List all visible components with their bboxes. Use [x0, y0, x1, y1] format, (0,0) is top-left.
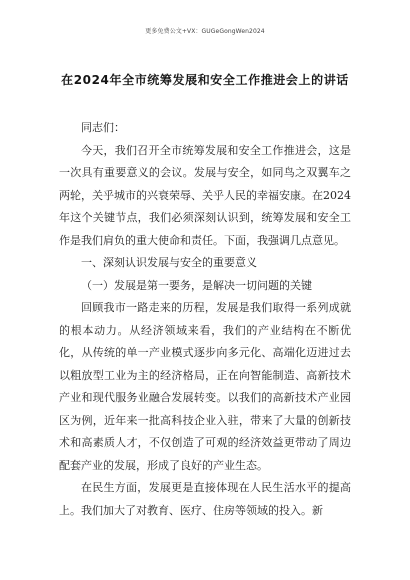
- section-heading: 一、深刻认识发展与安全的重要意义: [81, 256, 257, 269]
- document-title: 在2024年全市统筹发展和安全工作推进会上的讲话: [61, 73, 349, 87]
- paragraph: 回顾我市一路走来的历程，发展是我们取得一系列成就的根本动力。从经济领域来看，我们的产业结构在不断优化，从传统的单一产业模式逐步向多元化、高端化迈进过去以粗放型工业为主的经济格局，正在向智能制造、高新技术产业和现代服务业融合发展转变。以我们的高新技术产业园区为例，近年来一批高科技企业入驻，带来了大量的创新技术和高素质人才，不仅创造了可观的经济效益更带动了周边配套产业的发展，形成了良好的产业生态。: [59, 301, 351, 472]
- paragraph: 今天，我们召开全市统筹发展和安全工作推进会，这是一次具有重要意义的会议。发展与安全，如同鸟之双翼车之两轮，关乎城市的兴衰荣辱、关乎人民的幸福安康。在2024年这个关键节点，我们必须深刻认识到，统筹发展和安全工作是我们肩负的重大使命和责任。下面，我强调几点意见。: [59, 143, 351, 247]
- header-note: 更多免费公文+VX：GUGeGongWen2024: [145, 28, 265, 35]
- document-body: [59, 117, 351, 522]
- paragraph: 在民生方面，发展更是直接体现在人民生活水平的提高上。我们加大了对教育、医疗、住房等领域的投入。新: [59, 481, 351, 517]
- salutation: 同志们：: [81, 121, 125, 134]
- subsection-heading: （一）发展是第一要务，是解决一切问题的关键: [81, 278, 312, 292]
